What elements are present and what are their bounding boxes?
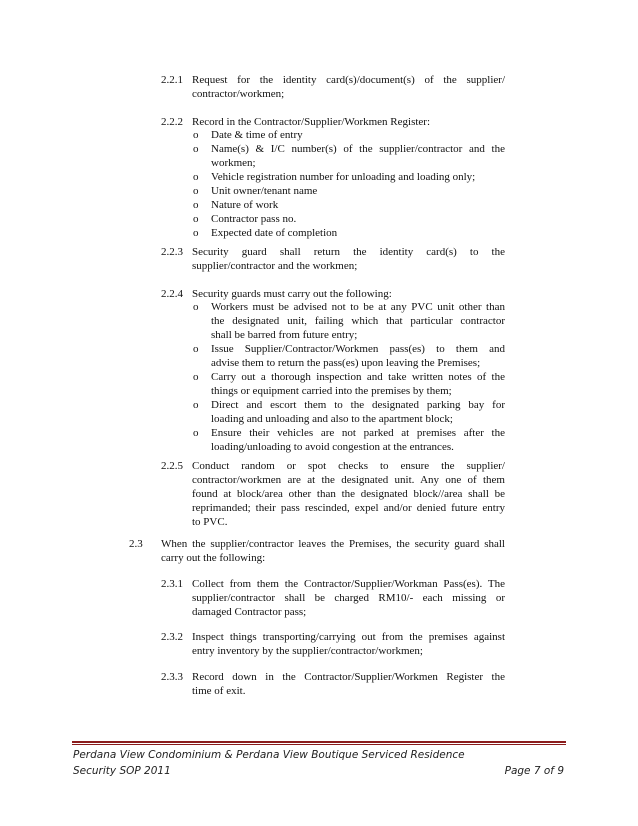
bullet-marker: o: [193, 371, 199, 383]
item-line: to PVC.: [192, 516, 228, 528]
bullet-line: Issue Supplier/Contractor/Workmen pass(es) to them and: [211, 343, 505, 355]
footer-document-title: Perdana View Condominium & Perdana View Boutique Serviced Residence: [73, 749, 465, 761]
item-number-2-2-3: 2.2.3: [161, 246, 183, 258]
item-line: Conduct random or spot checks to ensure the supplier/: [192, 460, 505, 472]
bullet-marker: o: [193, 427, 199, 439]
bullet-marker: o: [193, 143, 199, 155]
item-line: Request for the identity card(s)/document(s) of the supplier/: [192, 74, 505, 86]
list-item: [193, 398, 505, 426]
item-line: contractor/workmen;: [192, 88, 285, 100]
bullet-line: Expected date of completion: [211, 227, 338, 239]
bullet-line: Carry out a thorough inspection and take written notes of the: [211, 371, 505, 383]
bullet-line: advise them to return the pass(es) upon leaving the Premises;: [211, 357, 481, 369]
bullet-line: Unit owner/tenant name: [211, 185, 318, 197]
bullet-line: Workers must be advised not to be at any PVC unit other than: [211, 301, 505, 313]
bullet-line: Ensure their vehicles are not parked at premises after the: [211, 427, 505, 439]
bullet-line: loading and unloading and also to the apartment block;: [211, 413, 453, 425]
bullet-list-2-2-2: [193, 128, 505, 240]
list-item: [193, 226, 505, 240]
item-number-2-2-2: 2.2.2: [161, 116, 183, 128]
item-number-2-2-1: 2.2.1: [161, 74, 183, 86]
footer-rule: [72, 741, 566, 743]
list-item: [193, 184, 505, 198]
list-item: [193, 128, 505, 142]
item-number-2-3-3: 2.3.3: [161, 671, 183, 683]
bullet-marker: o: [193, 199, 199, 211]
item-text-2-3-3: [192, 670, 505, 698]
item-number-2-3-2: 2.3.2: [161, 631, 183, 643]
item-text-2-2-5: [192, 459, 505, 529]
item-line: When the supplier/contractor leaves the Premises, the security guard shall: [161, 538, 505, 550]
item-text-2-2-2: Record in the Contractor/Supplier/Workmen Register:: [192, 116, 431, 128]
item-line: Inspect things transporting/carrying out from the premises against: [192, 631, 505, 643]
item-line: damaged Contractor pass;: [192, 606, 307, 618]
bullet-line: Nature of work: [211, 199, 279, 211]
bullet-line: shall be barred from future entry;: [211, 329, 358, 341]
bullet-line: Vehicle registration number for unloading and loading only;: [211, 171, 476, 183]
bullet-line: things or equipment carried into the premises by them;: [211, 385, 452, 397]
item-line: supplier/contractor and the workmen;: [192, 260, 358, 272]
bullet-marker: o: [193, 185, 199, 197]
list-item: [193, 300, 505, 342]
bullet-marker: o: [193, 343, 199, 355]
item-line: supplier/contractor shall be charged RM10/- each missing or: [192, 592, 505, 604]
footer-rule-thin: [72, 744, 566, 745]
list-item: [193, 342, 505, 370]
item-line: Collect from them the Contractor/Supplier/Workman Pass(es). The: [192, 578, 505, 590]
item-line: entry inventory by the supplier/contractor/workmen;: [192, 645, 423, 657]
bullet-marker: o: [193, 129, 199, 141]
bullet-line: Name(s) & I/C number(s) of the supplier/contractor and the: [211, 143, 505, 155]
item-line: reprimanded; their pass rescinded, expel and/or denied future entry: [192, 502, 505, 514]
bullet-line: Date & time of entry: [211, 129, 303, 141]
item-line: time of exit.: [192, 685, 246, 697]
item-number-2-2-4: 2.2.4: [161, 288, 183, 300]
item-text-2-3-2: [192, 630, 505, 658]
item-text-2-3-1: [192, 577, 505, 619]
bullet-line: Direct and escort them to the designated parking bay for: [211, 399, 505, 411]
list-item: [193, 212, 505, 226]
item-line: carry out the following:: [161, 552, 266, 564]
item-number-2-3-1: 2.3.1: [161, 578, 183, 590]
bullet-line: loading/unloading to avoid congestion at the entrances.: [211, 441, 454, 453]
item-text-2-3: [161, 537, 505, 565]
item-text-2-2-4: Security guards must carry out the following:: [192, 288, 392, 300]
footer-sop-label: Security SOP 2011: [73, 765, 171, 777]
bullet-line: workmen;: [211, 157, 256, 169]
list-item: [193, 370, 505, 398]
bullet-line: Contractor pass no.: [211, 213, 297, 225]
item-number-2-3: 2.3: [129, 538, 143, 550]
bullet-marker: o: [193, 399, 199, 411]
list-item: [193, 198, 505, 212]
bullet-marker: o: [193, 171, 199, 183]
item-text-2-2-3: [192, 245, 505, 273]
item-line: Record down in the Contractor/Supplier/Workmen Register the: [192, 671, 505, 683]
item-text-2-2-1: [192, 73, 505, 101]
bullet-marker: o: [193, 213, 199, 225]
list-item: [193, 142, 505, 170]
footer-page-number: Page 7 of 9: [504, 765, 564, 777]
bullet-marker: o: [193, 301, 199, 313]
item-number-2-2-5: 2.2.5: [161, 460, 183, 472]
item-line: contractor/workmen are at the designated unit. Any one of them: [192, 474, 505, 486]
list-item: [193, 426, 505, 454]
list-item: [193, 170, 505, 184]
item-line: Security guard shall return the identity card(s) to the: [192, 246, 505, 258]
bullet-list-2-2-4: [193, 300, 505, 454]
bullet-marker: o: [193, 227, 199, 239]
bullet-line: the designated unit, failing which that particular contractor: [211, 315, 505, 327]
item-line: found at block/area other than the designated block//area shall be: [192, 488, 505, 500]
